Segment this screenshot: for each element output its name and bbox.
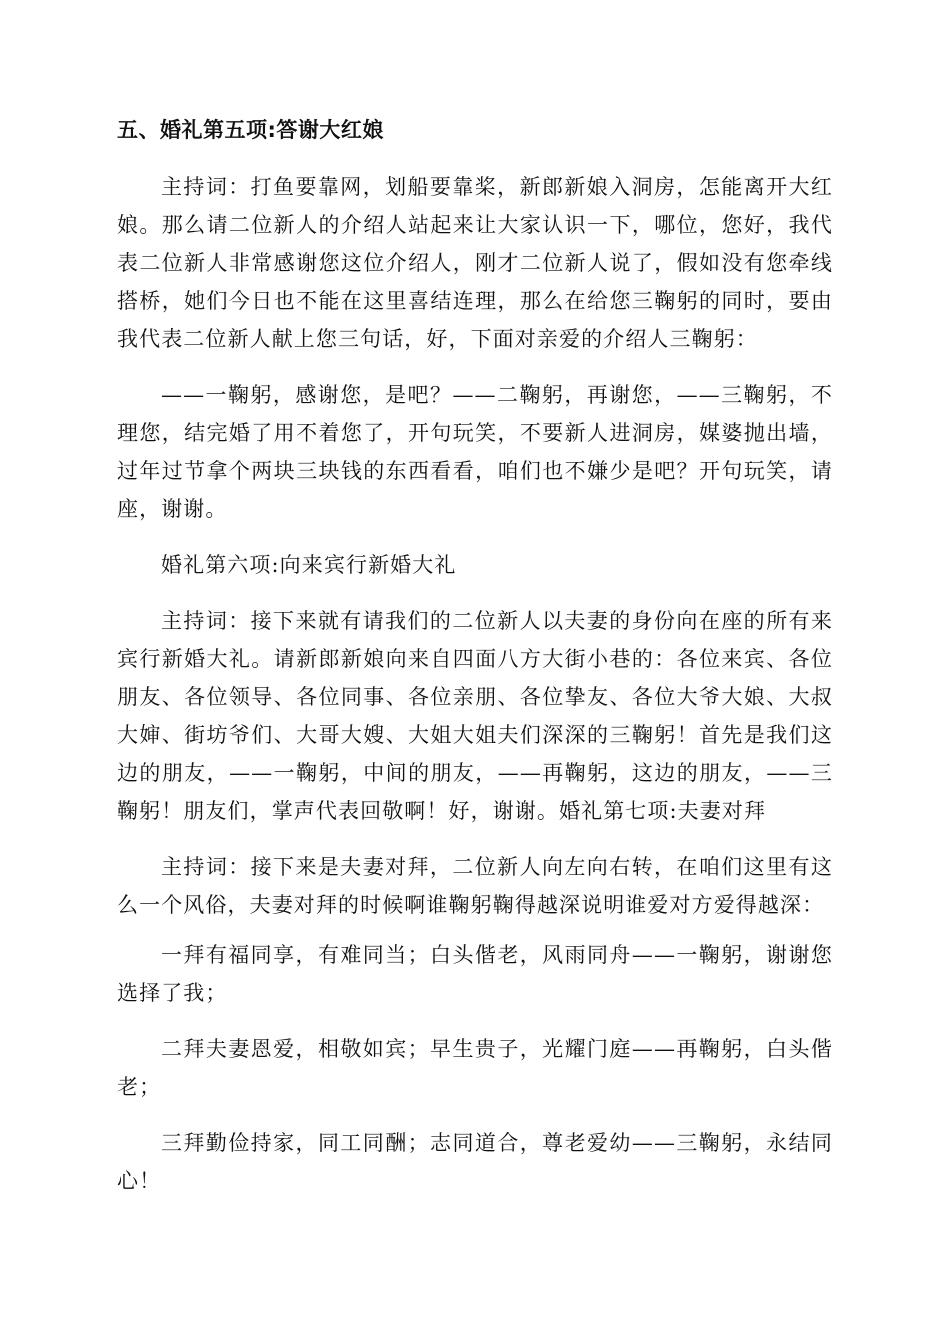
- paragraph-three-bows: ——一鞠躬，感谢您，是吧？——二鞠躬，再谢您，——三鞠躬，不理您，结完婚了用不着您了，开句玩笑，不要新人进洞房，媒婆抛出墙，过年过节拿个两块三块钱的东西看看，咱们也不嫌少是吧？开句玩笑，请座，谢谢。: [117, 383, 833, 521]
- paragraph-second-bow: 二拜夫妻恩爱，相敬如宾；早生贵子，光耀门庭——再鞠躬，白头偕老；: [117, 1037, 833, 1099]
- paragraph-host-words-1: 主持词：打鱼要靠网，划船要靠桨，新郎新娘入洞房，怎能离开大红娘。那么请二位新人的介绍人站起来让大家认识一下，哪位，您好，我代表二位新人非常感谢您这位介绍人，刚才二位新人说了，假如没有您牵线搭桥，她们今日也不能在这里喜结连理，那么在给您三鞠躬的同时，要由我代表二位新人献上您三句话，好，下面对亲爱的介绍人三鞠躬：: [117, 175, 833, 351]
- paragraph-first-bow: 一拜有福同享，有难同当；白头偕老，风雨同舟——一鞠躬，谢谢您选择了我；: [117, 943, 833, 1005]
- paragraph-host-words-3: 主持词：接下来是夫妻对拜，二位新人向左向右转，在咱们这里有这么一个风俗，夫妻对拜的时候啊谁鞠躬鞠得越深说明谁爱对方爱得越深：: [117, 855, 833, 917]
- paragraph-section-six-title: 婚礼第六项:向来宾行新婚大礼: [161, 553, 457, 577]
- section-heading: 五、婚礼第五项:答谢大红娘: [117, 118, 384, 142]
- paragraph-host-words-2: 主持词：接下来就有请我们的二位新人以夫妻的身份向在座的所有来宾行新婚大礼。请新郎新娘向来自四面八方大街小巷的：各位来宾、各位朋友、各位领导、各位同事、各位亲朋、各位挚友、各位大爷大娘、大叔大婶、街坊爷们、大哥大嫂、大姐大姐夫们深深的三鞠躬！首先是我们这边的朋友，——一鞠躬，中间的朋友，——再鞠躬，这边的朋友，——三鞠躬！朋友们，掌声代表回敬啊！好，谢谢。婚礼第七项:夫妻对拜: [117, 609, 833, 823]
- paragraph-third-bow: 三拜勤俭持家，同工同酬；志同道合，尊老爱幼——三鞠躬，永结同心！: [117, 1131, 833, 1193]
